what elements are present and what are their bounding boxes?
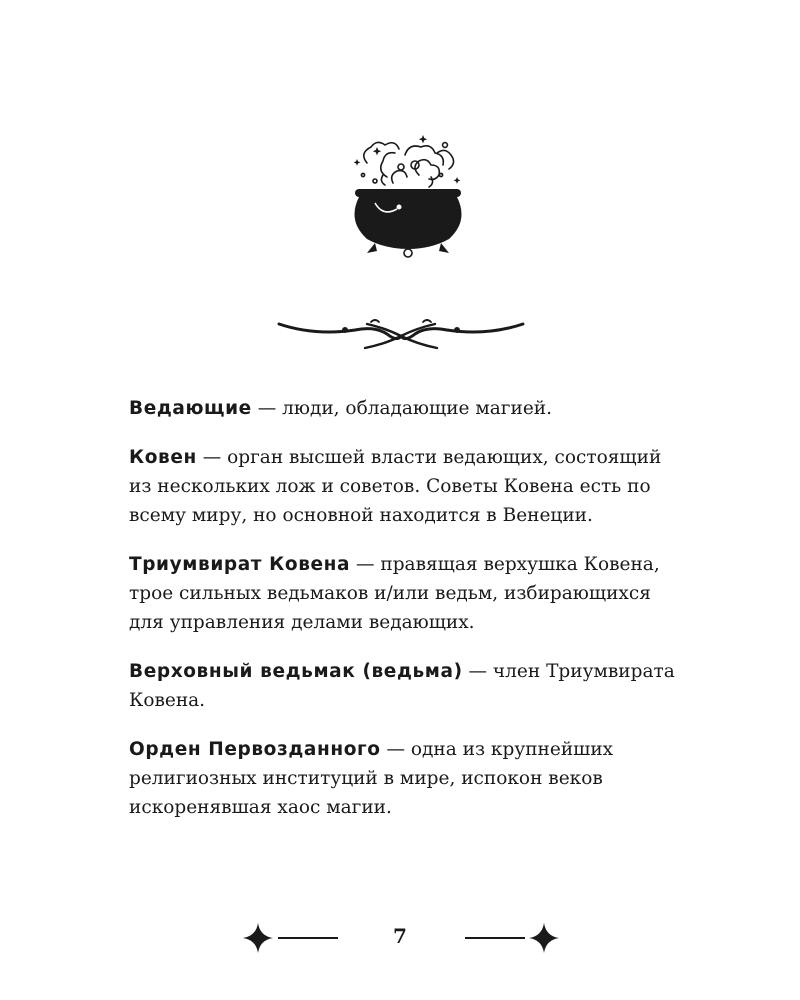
glossary-entry: [129, 550, 689, 637]
glossary-definition: — правящая верхушка Ковена, трое сильных ведьмаков и/или ведьм, избирающихся для управления делами ведающих.: [129, 554, 660, 633]
four-point-star-icon: [242, 922, 274, 954]
footer-rule-right: [465, 937, 525, 939]
glossary-term: Ведающие: [129, 398, 252, 419]
glossary-term: Орден Первозданного: [129, 739, 381, 760]
glossary-term: Верховный ведьмак (ведьма): [129, 661, 463, 682]
four-point-star-icon: [528, 922, 560, 954]
glossary-entry: [129, 443, 689, 530]
footer-rule-left: [278, 937, 338, 939]
page-footer: [0, 918, 800, 958]
glossary-term: Триумвират Ковена: [129, 554, 351, 575]
page-number: 7: [393, 924, 407, 948]
glossary-definition: — орган высшей власти ведающих, состоящий из нескольких лож и советов. Советы Ковена есть по всему миру, но основной находится в Венеции.: [129, 447, 662, 526]
glossary-definition: — член Триумвирата Ковена.: [129, 661, 675, 711]
glossary-list: [129, 394, 689, 842]
glossary-entry: [129, 394, 689, 423]
glossary-entry: [129, 657, 689, 715]
cauldron-icon: [345, 125, 470, 260]
glossary-term: Ковен: [129, 447, 197, 468]
glossary-definition: — люди, обладающие магией.: [251, 398, 552, 419]
flourish-ornament: [275, 314, 527, 354]
glossary-definition: — одна из крупнейших религиозных институций в мире, испокон веков искоренявшая хаос магии.: [129, 739, 614, 818]
glossary-entry: [129, 735, 689, 822]
